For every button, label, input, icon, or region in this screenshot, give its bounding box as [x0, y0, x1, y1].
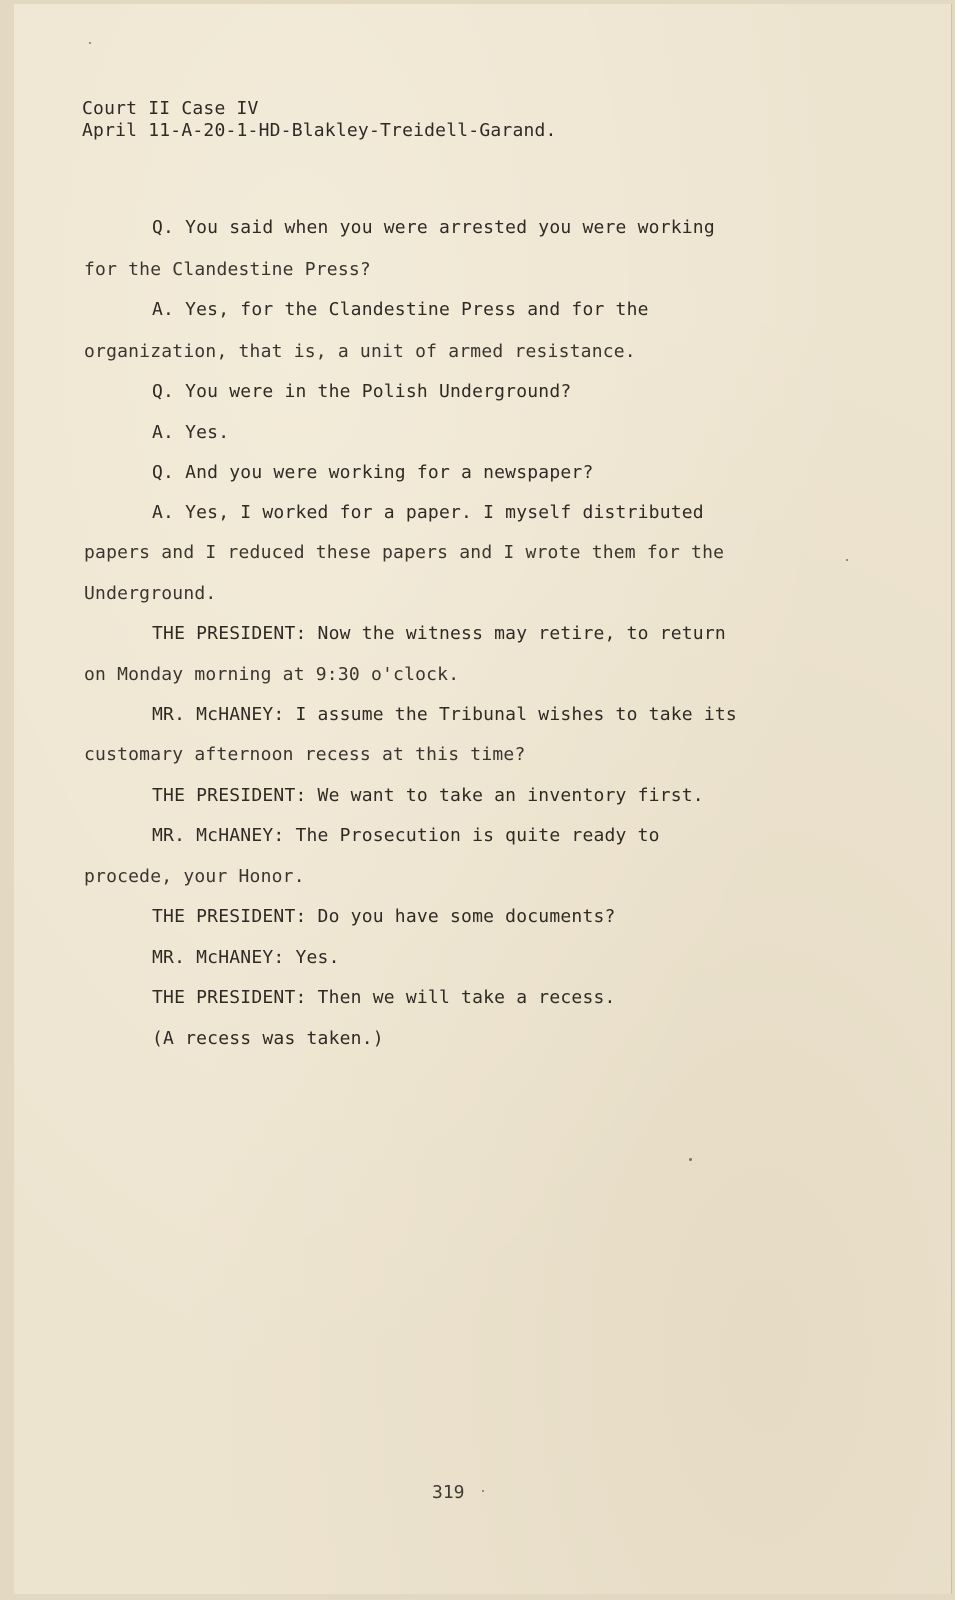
transcript-line: customary afternoon recess at this time?: [84, 744, 526, 765]
document-page: [14, 4, 952, 1594]
transcript-line: for the Clandestine Press?: [84, 259, 371, 280]
case-reference: April 11-A-20-1-HD-Blakley-Treidell-Garand.: [82, 120, 557, 141]
transcript-line: papers and I reduced these papers and I wrote them for the: [84, 542, 725, 563]
transcript-line: A. Yes, for the Clandestine Press and for the: [152, 299, 649, 320]
transcript-line: on Monday morning at 9:30 o'clock.: [84, 664, 460, 685]
transcript-line: A. Yes.: [152, 422, 230, 443]
case-header: Court II Case IV: [82, 98, 259, 119]
transcript-line: Underground.: [84, 583, 217, 604]
transcript-line: procede, your Honor.: [84, 866, 305, 887]
transcript-line: A. Yes, I worked for a paper. I myself distributed: [152, 502, 704, 523]
paper-speck: [89, 42, 91, 44]
paper-speck: [482, 1490, 484, 1492]
transcript-line: THE PRESIDENT: Now the witness may retire, to return: [152, 623, 726, 644]
transcript-line: MR. McHANEY: I assume the Tribunal wishes to take its: [152, 704, 737, 725]
transcript-line: MR. McHANEY: The Prosecution is quite ready to: [152, 825, 660, 846]
transcript-line: Q. You were in the Polish Underground?: [152, 381, 572, 402]
paper-speck: [846, 559, 848, 561]
transcript-line: organization, that is, a unit of armed resistance.: [84, 341, 636, 362]
transcript-line: THE PRESIDENT: Then we will take a recess.: [152, 987, 616, 1008]
transcript-line: THE PRESIDENT: Do you have some documents?: [152, 906, 616, 927]
transcript-line: MR. McHANEY: Yes.: [152, 947, 340, 968]
transcript-line: Q. You said when you were arrested you were working: [152, 217, 715, 238]
transcript-line: Q. And you were working for a newspaper?: [152, 462, 594, 483]
transcript-line: (A recess was taken.): [152, 1028, 384, 1049]
paper-speck: [689, 1158, 692, 1161]
page-number: 319: [432, 1482, 465, 1503]
transcript-line: THE PRESIDENT: We want to take an inventory first.: [152, 785, 704, 806]
